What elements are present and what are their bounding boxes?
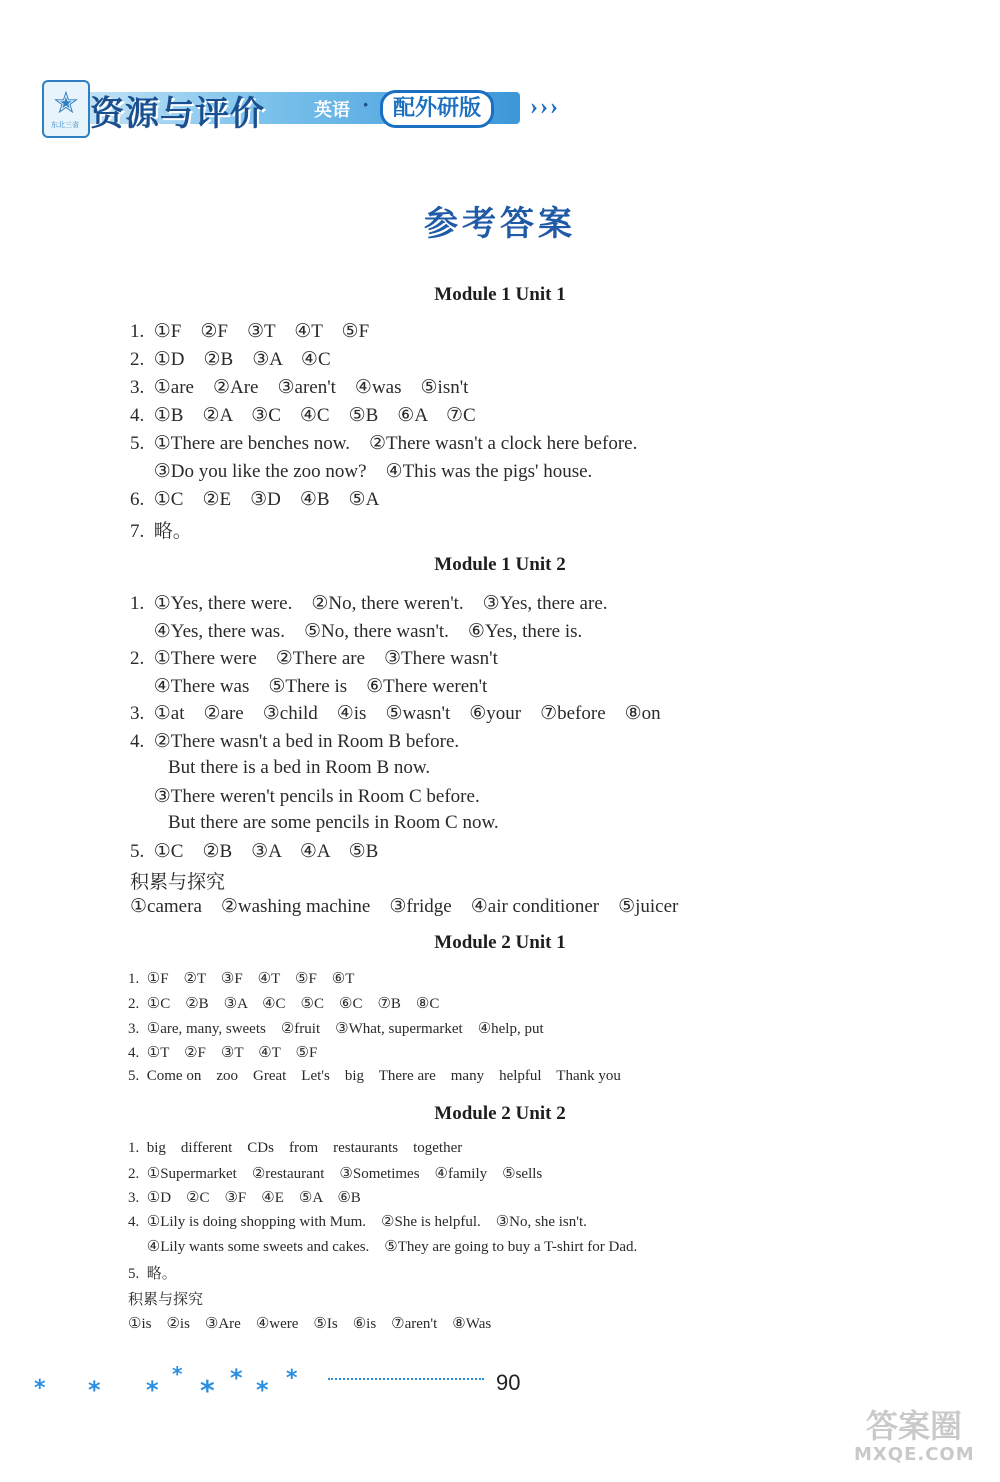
- watermark-url: MXQE.COM: [854, 1444, 975, 1465]
- answer-line: 6. ①C ②E ③D ④B ⑤A: [130, 489, 380, 510]
- section-heading-m1u1: Module 1 Unit 1: [434, 284, 566, 305]
- section-heading-m2u2: Module 2 Unit 2: [434, 1103, 566, 1124]
- answer-line: 3. ①are ②Are ③aren't ④was ⑤isn't: [130, 377, 469, 398]
- subsection-heading: 积累与探究: [130, 872, 226, 893]
- answer-line: 2. ①There were ②There are ③There wasn't: [130, 648, 498, 669]
- header-banner: [42, 80, 560, 142]
- answer-line: 3. ①D ②C ③F ④E ⑤A ⑥B: [128, 1190, 361, 1206]
- answer-line: ①is ②is ③Are ④were ⑤Is ⑥is ⑦aren't ⑧Was: [128, 1316, 492, 1332]
- answer-line: ①camera ②washing machine ③fridge ④air conditioner ⑤juicer: [130, 896, 679, 917]
- page-number: 90: [496, 1370, 521, 1395]
- answer-line: ③Do you like the zoo now? ④This was the pigs' house.: [130, 461, 593, 482]
- answer-line: 3. ①at ②are ③child ④is ⑤wasn't ⑥your ⑦before ⑧on: [130, 703, 661, 724]
- answer-line: 5. Come on zoo Great Let's big There are many helpful Thank you: [128, 1068, 621, 1084]
- watermark-logo: 答案圈: [865, 1407, 962, 1445]
- answer-line: ④There was ⑤There is ⑥There weren't: [130, 676, 488, 697]
- answer-line: 4. ①Lily is doing shopping with Mum. ②She is helpful. ③No, she isn't.: [128, 1214, 587, 1230]
- subject-label: 英语: [314, 100, 350, 121]
- answer-line: 7. 略。: [130, 521, 192, 542]
- answer-line: 5. ①C ②B ③A ④A ⑤B: [130, 841, 379, 862]
- answer-line: But there is a bed in Room B now.: [130, 757, 431, 778]
- answer-line: 4. ①B ②A ③C ④C ⑤B ⑥A ⑦C: [130, 405, 476, 426]
- answer-line: 4. ②There wasn't a bed in Room B before.: [130, 731, 460, 752]
- chevron-right-icon: ›››: [530, 94, 560, 120]
- separator: ·: [362, 92, 370, 117]
- book-title: 资源与评价: [90, 94, 265, 134]
- answer-line: 1. ①Yes, there were. ②No, there weren't. ③Yes, there are.: [130, 593, 608, 614]
- watermark: [854, 1408, 974, 1465]
- answer-line: 2. ①D ②B ③A ④C: [130, 349, 331, 370]
- star-logo-icon: ✭: [42, 80, 90, 138]
- page-title: 参考答案: [424, 204, 576, 244]
- answer-line: 4. ①T ②F ③T ④T ⑤F: [128, 1045, 318, 1061]
- section-heading-m1u2: Module 1 Unit 2: [434, 554, 566, 575]
- answer-line: 5. 略。: [128, 1266, 177, 1282]
- subsection-heading: 积累与探究: [128, 1292, 204, 1308]
- answer-line: 1. big different CDs from restaurants together: [128, 1140, 463, 1156]
- answer-line: 1. ①F ②T ③F ④T ⑤F ⑥T: [128, 971, 355, 987]
- answer-line: 1. ①F ②F ③T ④T ⑤F: [130, 321, 370, 342]
- answer-line: ④Lily wants some sweets and cakes. ⑤They are going to buy a T-shirt for Dad.: [128, 1239, 638, 1255]
- answer-line: ④Yes, there was. ⑤No, there wasn't. ⑥Yes, there is.: [130, 621, 583, 642]
- edition-badge: 配外研版: [380, 90, 494, 128]
- answer-line: But there are some pencils in Room C now.: [130, 812, 499, 833]
- star-row-icon: * * * * * * * *: [34, 1362, 298, 1407]
- answer-line: 2. ①C ②B ③A ④C ⑤C ⑥C ⑦B ⑧C: [128, 996, 440, 1012]
- logo-caption: 东北三省: [51, 121, 79, 129]
- answer-line: 2. ①Supermarket ②restaurant ③Sometimes ④family ⑤sells: [128, 1166, 543, 1182]
- answer-line: ③There weren't pencils in Room C before.: [130, 786, 480, 807]
- answer-line: 5. ①There are benches now. ②There wasn't a clock here before.: [130, 433, 638, 454]
- dotted-leader: [328, 1378, 484, 1380]
- section-heading-m2u1: Module 2 Unit 1: [434, 932, 566, 953]
- answer-line: 3. ①are, many, sweets ②fruit ③What, supermarket ④help, put: [128, 1021, 544, 1037]
